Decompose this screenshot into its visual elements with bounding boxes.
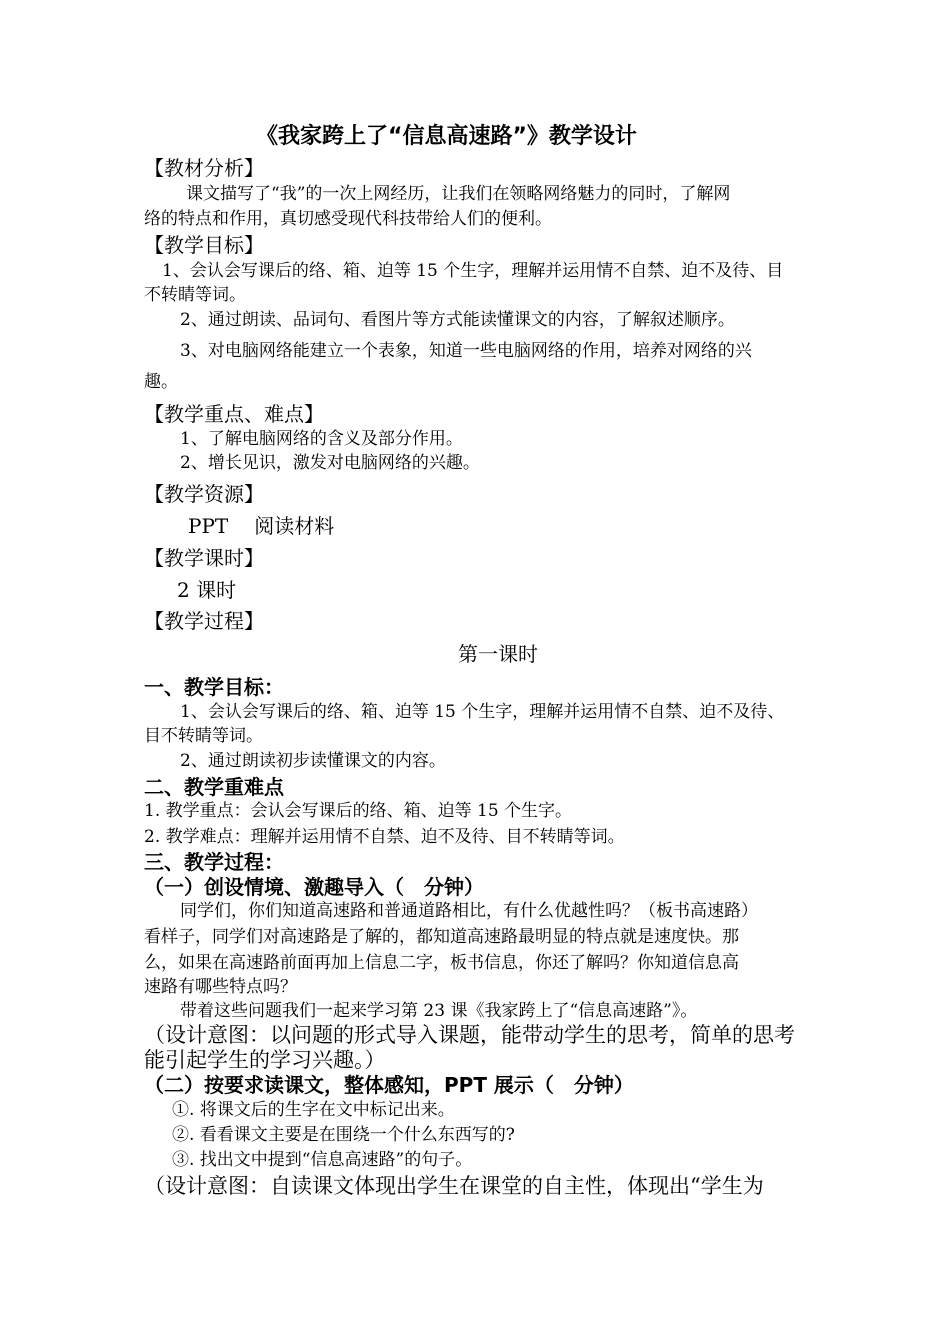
lesson-difficult-point: 2. 教学难点：理解并运用情不自禁、迫不及待、目不转睛等词。: [144, 827, 625, 847]
resource-reading: 阅读材料: [254, 514, 335, 538]
step2-heading: （二）按要求读课文，整体感知，PPT 展示（ 分钟）: [144, 1073, 634, 1097]
step2-item-2: ②. 看看课文主要是在围绕一个什么东西写的?: [172, 1125, 515, 1145]
resource-ppt: PPT: [188, 514, 229, 538]
step1-design-line-2: 能引起学生的学习兴趣。）: [144, 1048, 386, 1072]
lesson-key-point: 1. 教学重点：会认会写课后的络、箱、迫等 15 个生字。: [144, 801, 573, 821]
lesson-goal-line-3: 2、通过朗读初步读懂课文的内容。: [180, 751, 446, 771]
step1-line-3: 么，如果在高速路前面再加上信息二字，板书信息，你还了解吗？你知道信息高: [144, 953, 739, 973]
goals-line-4: 3、对电脑网络能建立一个表象，知道一些电脑网络的作用，培养对网络的兴: [180, 341, 752, 361]
lesson-goals-heading: 一、教学目标：: [144, 675, 284, 699]
goals-line-1: 1、会认会写课后的络、箱、迫等 15 个生字，理解并运用情不自禁、迫不及待、目: [162, 261, 784, 281]
step2-item-1: ①. 将课文后的生字在文中标记出来。: [172, 1100, 455, 1120]
step1-line-5: 带着这些问题我们一起来学习第 23 课《我家跨上了“信息高速路”》。: [180, 1001, 698, 1021]
process-heading: 【教学过程】: [144, 609, 264, 633]
lesson-goal-line-2: 目不转睛等词。: [144, 726, 263, 746]
material-line-2: 络的特点和作用，真切感受现代科技带给人们的便利。: [144, 209, 552, 229]
step1-line-1: 同学们，你们知道高速路和普通道路相比，有什么优越性吗？（板书高速路）: [180, 901, 758, 921]
step2-design-line-1: （设计意图：自读课文体现出学生在课堂的自主性，体现出“学生为: [144, 1174, 764, 1198]
lesson-goal-line-1: 1、会认会写课后的络、箱、迫等 15 个生字，理解并运用情不自禁、迫不及待、: [180, 702, 785, 722]
step1-heading: （一）创设情境、激趣导入（ 分钟）: [144, 875, 484, 899]
goals-line-3: 2、通过朗读、品词句、看图片等方式能读懂课文的内容，了解叙述顺序。: [180, 310, 735, 330]
lesson-title: 第一课时: [458, 642, 538, 666]
hours-value: 2 课时: [177, 578, 237, 602]
hours-heading: 【教学课时】: [144, 546, 264, 570]
goals-line-2: 不转睛等词。: [144, 285, 246, 305]
material-line-1: 课文描写了“我”的一次上网经历，让我们在领略网络魅力的同时，了解网: [186, 184, 731, 204]
resources-items: [188, 516, 334, 536]
material-heading: 【教材分析】: [144, 156, 264, 180]
key-points-heading: 【教学重点、难点】: [144, 402, 324, 426]
key-point-2: 2、增长见识，激发对电脑网络的兴趣。: [180, 453, 480, 473]
resources-heading: 【教学资源】: [144, 482, 264, 506]
goals-line-5: 趣。: [144, 372, 178, 392]
step1-line-2: 看样子，同学们对高速路是了解的，都知道高速路最明显的特点就是速度快。那: [144, 927, 739, 947]
step2-item-3: ③. 找出文中提到“信息高速路”的句子。: [172, 1150, 473, 1170]
lesson-keys-heading: 二、教学重难点: [144, 775, 284, 799]
document-title: 《我家跨上了“信息高速路”》教学设计: [256, 124, 637, 149]
goals-heading: 【教学目标】: [144, 233, 264, 257]
key-point-1: 1、了解电脑网络的含义及部分作用。: [180, 429, 463, 449]
lesson-process-heading: 三、教学过程：: [144, 850, 284, 874]
step1-line-4: 速路有哪些特点吗？: [144, 977, 297, 997]
step1-design-line-1: （设计意图：以问题的形式导入课题，能带动学生的思考，简单的思考: [144, 1023, 795, 1047]
